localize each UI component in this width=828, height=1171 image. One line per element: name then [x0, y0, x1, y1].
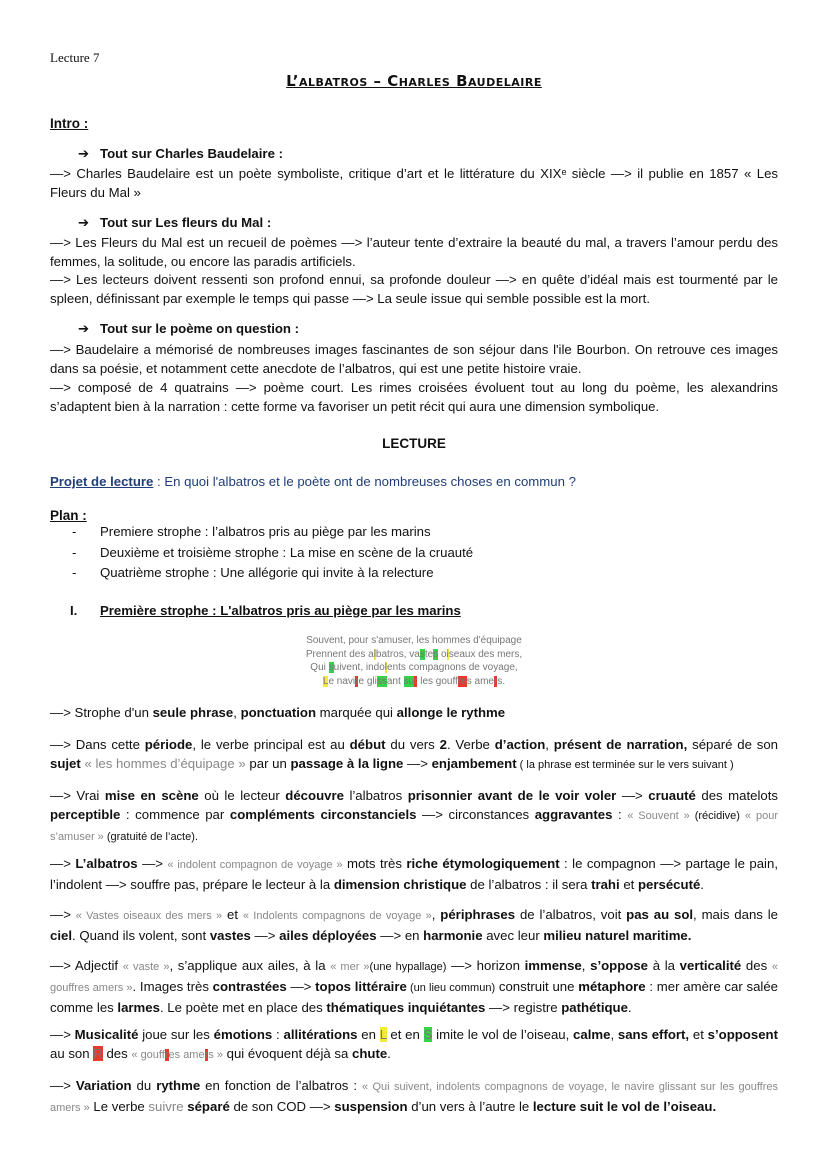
analysis-paragraph-4: —> L’albatros —> « indolent compagnon de voyage » mots très riche étymologiquement : le compagnon —> partage le pain, l’indolent —> souffre pas, prépare le lecteur à la dimension christique de l’albatros : il sera trahi et persécuté. [50, 856, 778, 892]
arrow-right-icon: ➔ [78, 215, 90, 230]
projet-text: : En quoi l'albatros et le poète ont de nombreuses choses en commun ? [153, 474, 576, 489]
arrow-right-icon: ➔ [78, 321, 90, 336]
plan-list [72, 522, 473, 584]
page-title [0, 72, 828, 91]
analysis-paragraph-3: —> Vrai mise en scène où le lecteur découvre l’albatros prisonnier avant de le voir voler —> cruauté des matelots perceptible : commence par compléments circonstanciels —> circonstances aggravantes : « Souvent » (récidive) « pour s’amuser » (gratuité de l’acte). [50, 788, 779, 843]
analysis-paragraph-2: —> Dans cette période, le verbe principal est au début du vers 2. Verbe d’action, présent de narration, séparé de son sujet « les hommes d’équipage » par un passage à la ligne —> enjambement ( la phrase est terminée sur le vers suivant ) [50, 737, 779, 771]
title-text: L’albatros – Charles Baudelaire [286, 72, 542, 90]
analysis-paragraph-1: —> Strophe d'un seule phrase, ponctuation marquée qui allonge le rythme [50, 705, 506, 720]
intro-subheading-1: ➔ Tout sur Charles Baudelaire : [78, 146, 283, 161]
intro-subheading-3: ➔ Tout sur le poème on question : [78, 321, 300, 336]
analysis-paragraph-6: —> Adjectif « vaste », s’applique aux ailes, à la « mer »(une hypallage) —> horizon immense, s’oppose à la verticalité des « gouffres amers ». Images très contrastées —> topos littéraire (un lieu commun) construit une métaphore : mer amère car salée comme les larmes. Le poète met en place des thématiques inquiétantes —> registre pathétique. [50, 958, 778, 1015]
plan-heading: Plan : [50, 508, 87, 523]
arrow-right-icon: ➔ [78, 146, 90, 161]
analysis-paragraph-5: —> « Vastes oiseaux des mers » et « Indolents compagnons de voyage », périphrases de l’albatros, voit pas au sol, mais dans le ciel. Quand ils volent, sont vastes —> ailes déployées —> en harmonie avec leur milieu naturel maritime. [50, 907, 778, 943]
projet-de-lecture [50, 474, 576, 489]
lecture-heading: LECTURE [382, 436, 446, 451]
poem-excerpt [0, 634, 828, 688]
poem-line: Prennent des albatros, vastes oiseaux des mers, [305, 648, 523, 660]
intro-paragraph-2: —> Les Fleurs du Mal est un recueil de poèmes —> l’auteur tente d’extraire la beauté du mal, a travers l’amour perdu des femmes, la solitude, ou encore las paradis artificiels. [50, 235, 778, 269]
analysis-paragraph-7: —> Musicalité joue sur les émotions : allitérations en L et en S imite le vol de l’oiseau, calme, sans effort, et s’opposent au son R des « gouffres amers » qui évoquent déjà sa chute. [50, 1027, 778, 1061]
intro-paragraph-4: —> Baudelaire a mémorisé de nombreuses images fascinantes de son séjour dans l'ile Bourbon. On retrouve ces images dans sa poésie, et notamment cette anecdote de l’albatros, qui est une petite histoire vraie. [50, 342, 778, 376]
poem-line: Souvent, pour s'amuser, les hommes d'équipage [306, 635, 522, 646]
poem-line: Le navire glissant sur les gouffres amers. [322, 675, 506, 687]
intro-paragraph-1: —> Charles Baudelaire est un poète symboliste, critique d’art et le littérature du XIXᵉ siècle —> il publie en 1857 « Les Fleurs du Mal » [50, 166, 778, 200]
list-item: - Premiere strophe : l’albatros pris au piège par les marins [72, 524, 431, 539]
intro-paragraph-3: —> Les lecteurs doivent ressenti son profond ennui, sa profonde douleur —> en quête d’idéal mais est tourmenté par le spleen, définissant par exemple le temps qui passe —> La seule issue qui semble possible est la mort. [50, 272, 778, 306]
section-heading: I. Première strophe : L'albatros pris au piège par les marins [70, 603, 461, 618]
intro-heading: Intro : [50, 116, 89, 131]
intro-subheading-2: ➔ Tout sur Les fleurs du Mal : [78, 215, 272, 230]
analysis-paragraph-8: —> Variation du rythme en fonction de l’albatros : « Qui suivent, indolents compagnons de voyage, le navire glissant sur les gouffres amers » Le verbe suivre séparé de son COD —> suspension d’un vers à l’autre le lecture suit le vol de l’oiseau. [50, 1078, 779, 1114]
list-item: - Quatrième strophe : Une allégorie qui invite à la relecture [72, 565, 434, 580]
projet-label: Projet de lecture [50, 474, 154, 489]
intro-paragraph-5: —> composé de 4 quatrains —> poème court. Les rimes croisées évoluent tout au long du poème, les alexandrins s’adaptent bien à la narration : cette forme va favoriser un petit récit qui aura une dimension symbolique. [50, 380, 778, 414]
lecture-label: Lecture 7 [50, 50, 100, 65]
poem-line: Qui suivent, indolents compagnons de voyage, [310, 662, 518, 673]
list-item: - Deuxième et troisième strophe : La mise en scène de la cruauté [72, 544, 474, 560]
